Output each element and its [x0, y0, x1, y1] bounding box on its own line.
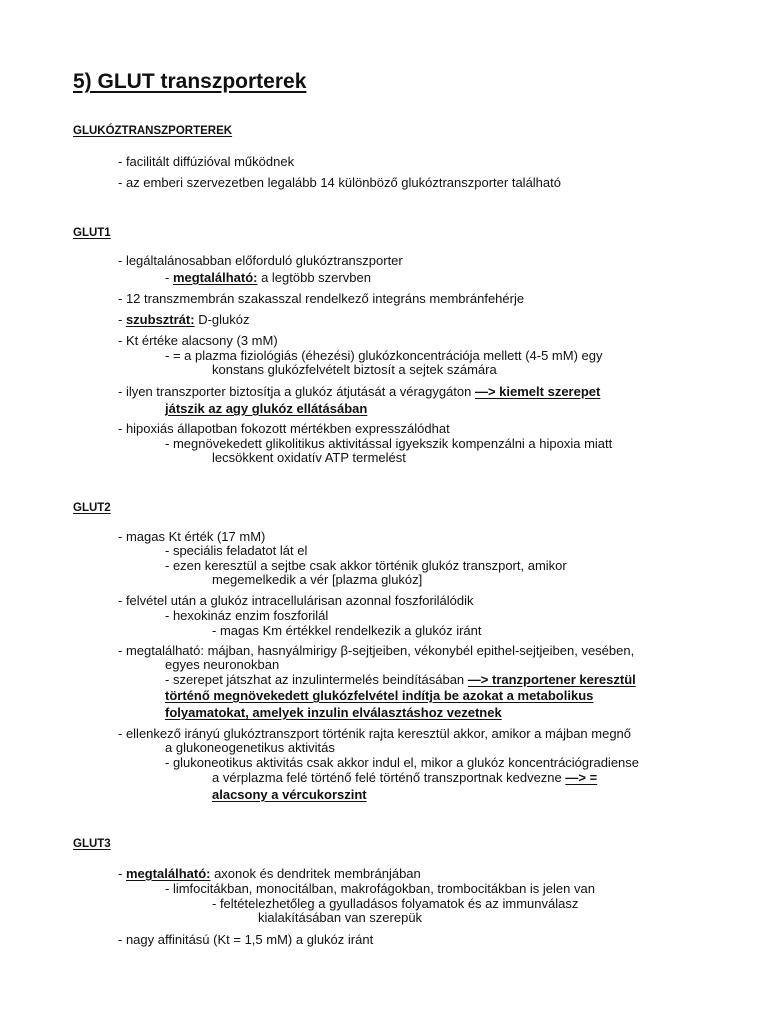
sub-sub-bullet-item: - feltételezhetőleg a gyulladásos folyamatok és az immunválasz — [212, 896, 579, 911]
emphasis-continuation: játszik az agy glukóz ellátásában — [165, 401, 368, 416]
bullet-item: - szubsztrát: D-glukóz — [118, 312, 250, 327]
continuation-line: a vérplazma felé történő felé történő transzportnak kedvezne —> = — [212, 770, 598, 785]
continuation-line: kialakításában van szerepük — [258, 910, 423, 925]
bullet-item: - legáltalánosabban előforduló glukóztranszporter — [118, 253, 403, 268]
bullet-item: - 12 transzmembrán szakasszal rendelkező integráns membránfehérje — [118, 291, 525, 306]
continuation-line: a glukoneogenetikus aktivitás — [165, 740, 335, 755]
sub-sub-bullet-item: - magas Km értékkel rendelkezik a glukóz iránt — [212, 623, 482, 638]
bullet-item: - megtalálható: axonok és dendritek membránjában — [118, 866, 421, 881]
sub-bullet-item: - speciális feladatot lát el — [165, 543, 308, 558]
section-heading-glukoztranszporterek: GLUKÓZTRANSZPORTEREK — [73, 125, 233, 137]
sub-bullet-item: - limfocitákban, monocitálban, makrofágokban, trombocitákban is jelen van — [165, 881, 595, 896]
emphasis-continuation: történő megnövekedett glukózfelvétel indítja be azokat a metabolikus — [165, 688, 594, 703]
bullet-item: - Kt értéke alacsony (3 mM) — [118, 333, 278, 348]
continuation-line: lecsökkent oxidatív ATP termelést — [212, 450, 406, 465]
continuation-line: egyes neuronokban — [165, 657, 280, 672]
bullet-item: - ellenkező irányú glukóztranszport történik rajta keresztül akkor, amikor a májban megnő — [118, 726, 632, 741]
bullet-item: - magas Kt érték (17 mM) — [118, 529, 266, 544]
bullet-item: - hipoxiás állapotban fokozott mértékben expresszálódhat — [118, 421, 450, 436]
sub-bullet-item: - glukoneotikus aktivitás csak akkor indul el, mikor a glukóz koncentrációgradiense — [165, 755, 640, 770]
emphasis-label: szubsztrát: — [125, 312, 195, 327]
bullet-item: - facilitált diffúzióval működnek — [118, 154, 295, 169]
emphasis-text: —> kiemelt szerepet — [474, 384, 601, 399]
sub-bullet-item: - hexokináz enzim foszforilál — [165, 608, 329, 623]
section-heading-glut3: GLUT3 — [73, 838, 111, 850]
sub-bullet-item: - ezen keresztül a sejtbe csak akkor történik glukóz transzport, amikor — [165, 558, 567, 573]
section-heading-glut2: GLUT2 — [73, 502, 111, 514]
sub-bullet-item: - megtalálható: a legtöbb szervben — [165, 270, 371, 285]
section-heading-glut1: GLUT1 — [73, 227, 111, 239]
bullet-item: - ilyen transzporter biztosítja a glukóz átjutását a véragygáton —> kiemelt szerepet — [118, 384, 601, 399]
emphasis-continuation: alacsony a vércukorszint — [212, 787, 367, 802]
emphasis-text: —> = — [565, 770, 598, 785]
emphasis-label: megtalálható: — [172, 270, 258, 285]
bullet-item: - felvétel után a glukóz intracellulárisan azonnal foszforilálódik — [118, 593, 474, 608]
sub-bullet-item: - = a plazma fiziológiás (éhezési) glukózkoncentrációja mellett (4-5 mM) egy — [165, 348, 603, 363]
bullet-item: - nagy affinitású (Kt = 1,5 mM) a glukóz iránt — [118, 932, 374, 947]
sub-bullet-item: - megnövekedett glikolitikus aktivitással igyekszik kompenzálni a hipoxia miatt — [165, 436, 613, 451]
bullet-item: - az emberi szervezetben legalább 14 különböző glukóztranszporter található — [118, 175, 561, 190]
emphasis-text: —> tranzportener keresztül — [467, 672, 636, 687]
sub-bullet-item: - szerepet játszhat az inzulintermelés beindításában —> tranzportener keresztül — [165, 672, 636, 687]
bullet-item: - megtalálható: májban, hasnyálmirigy β-sejtjeiben, vékonybél epithel-sejtjeiben, vesében, — [118, 643, 635, 658]
emphasis-label: megtalálható: — [125, 866, 211, 881]
page-title: 5) GLUT transzporterek — [73, 70, 307, 93]
emphasis-continuation: folyamatokat, amelyek inzulin elválasztáshoz vezetnek — [165, 705, 502, 720]
continuation-line: megemelkedik a vér [plazma glukóz] — [212, 572, 423, 587]
continuation-line: konstans glukózfelvételt biztosít a sejtek számára — [212, 362, 497, 377]
